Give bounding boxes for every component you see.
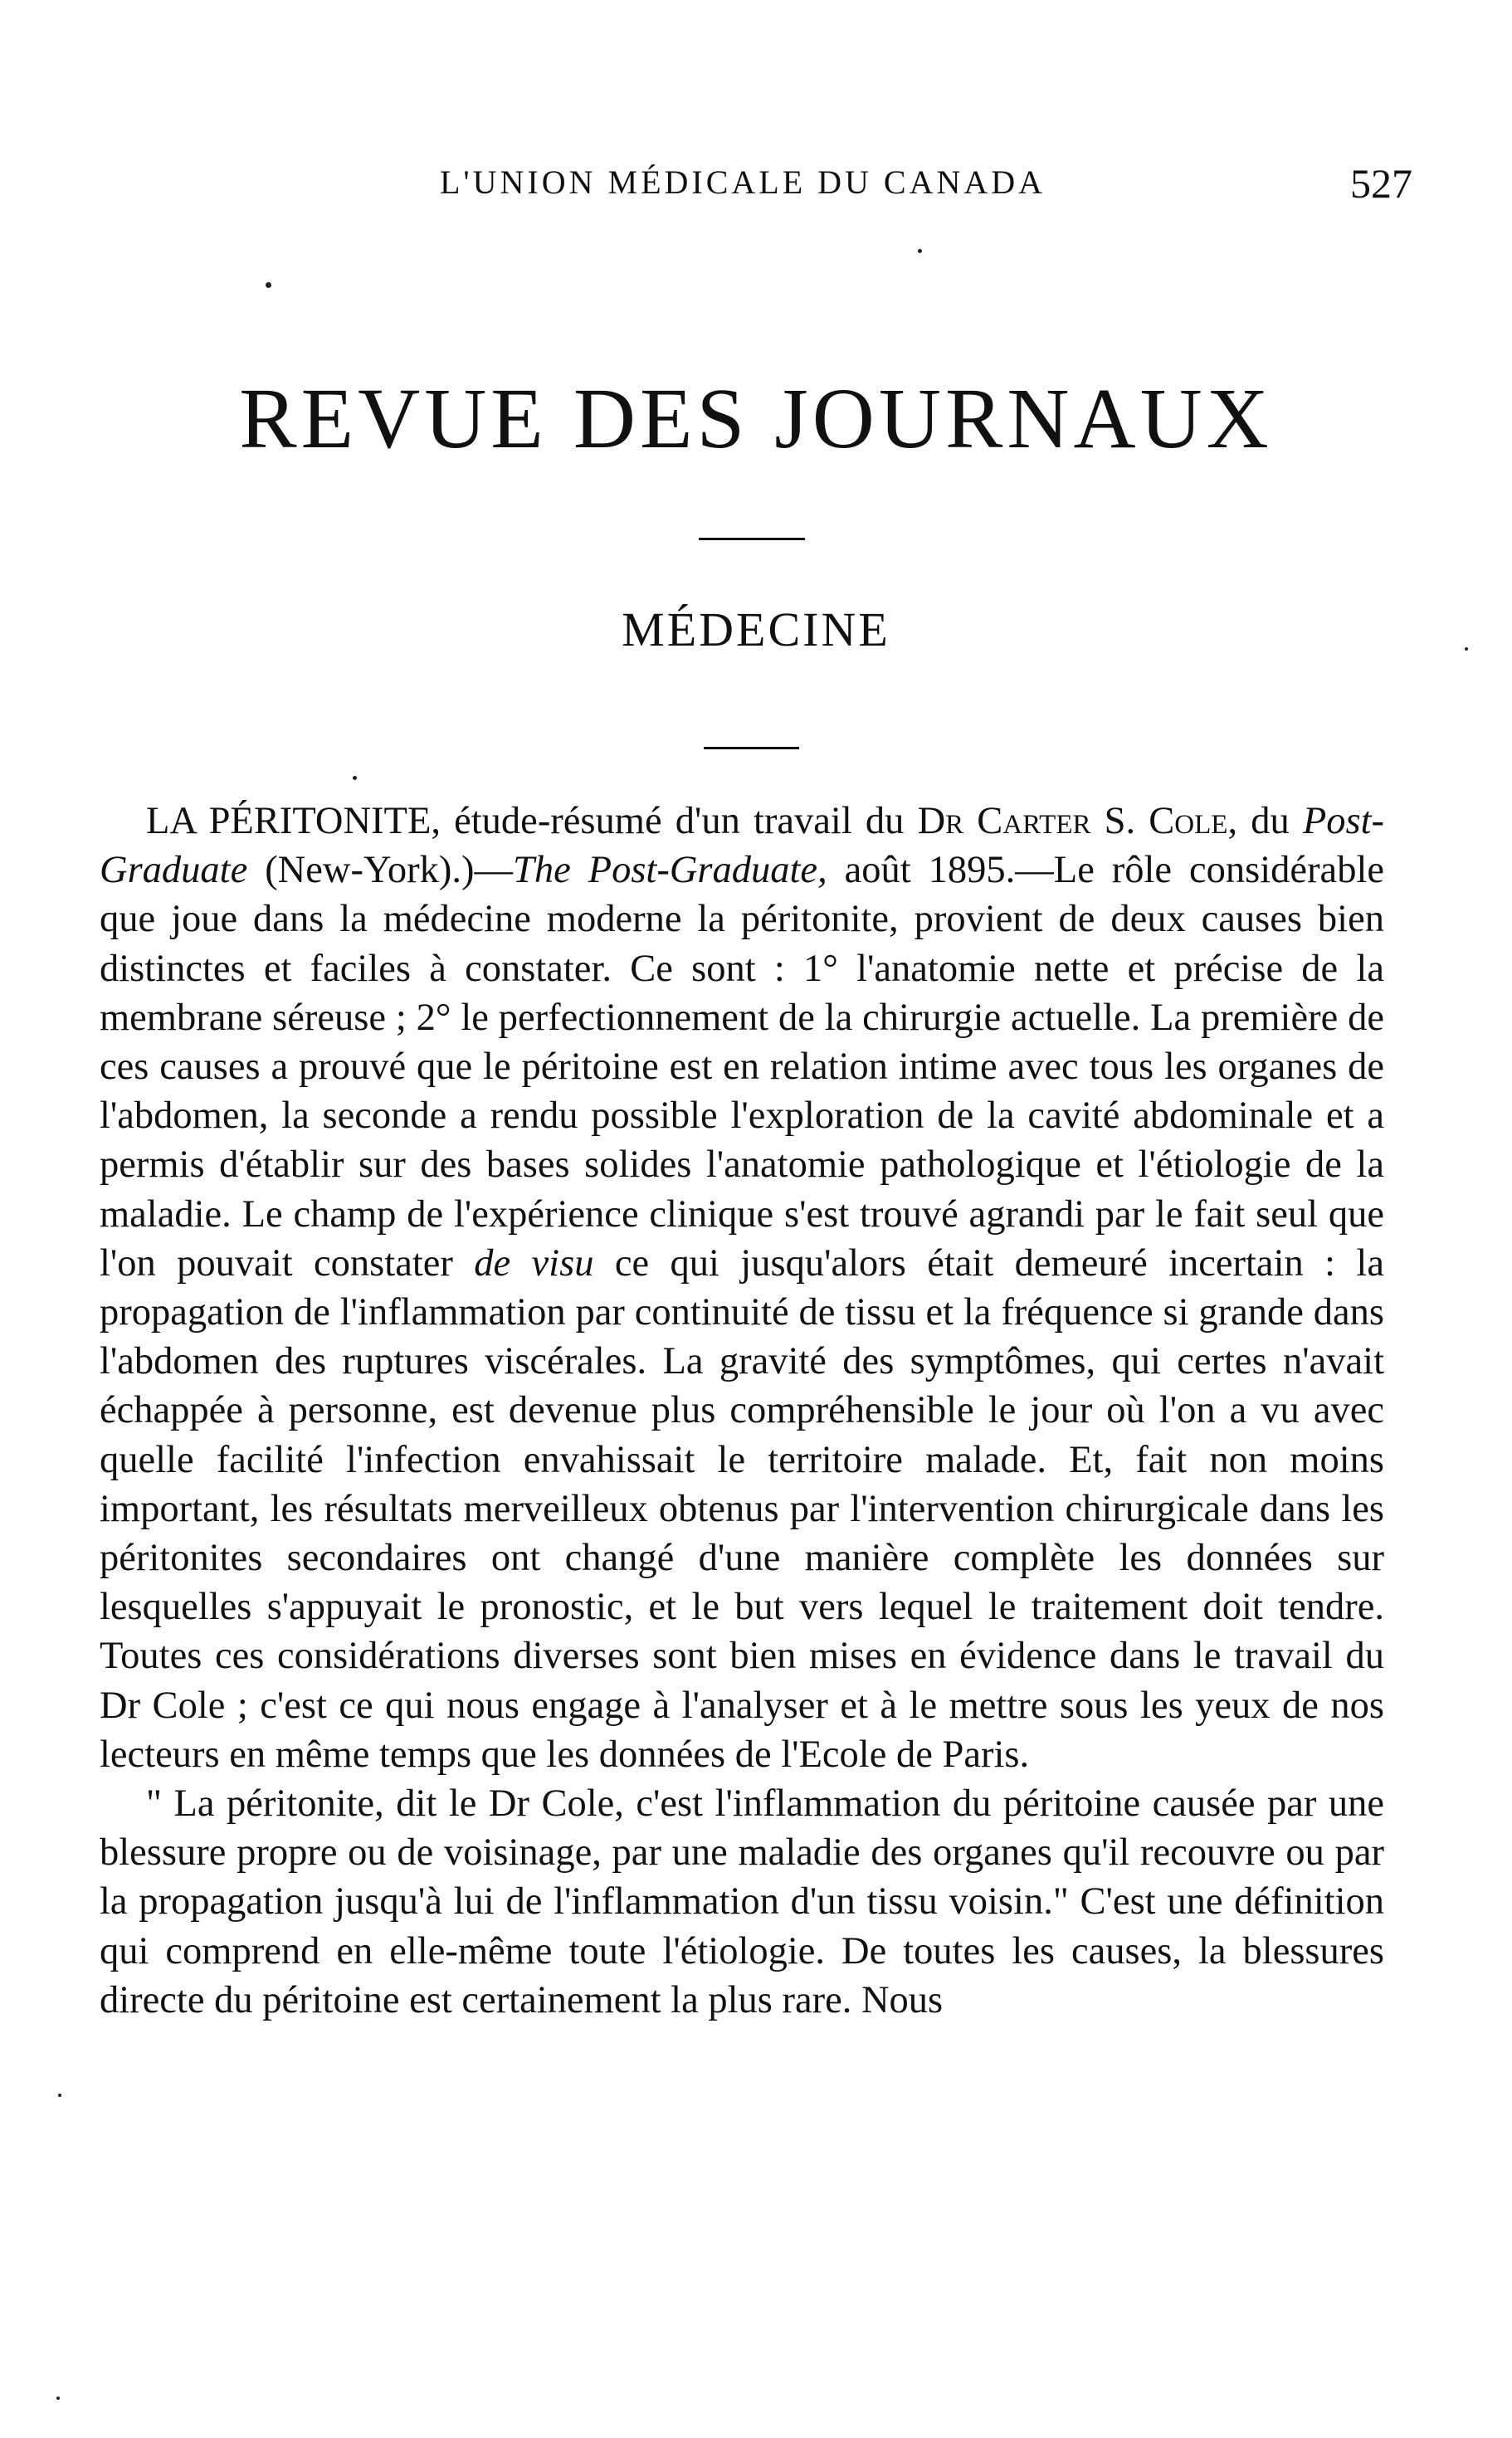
scan-speck <box>918 249 922 253</box>
paragraph-2: " La péritonite, dit le Dr Cole, c'est l'inflammation du péritoine causée par une blessure propre ou de voisinage, par une maladie des organes qu'il recouvre ou par la propagation jusqu'à lui de l'inflammation d'un tissu voisin." C'est une définition qui comprend en elle-même toute l'étiologie. De toutes les causes, la blessures directe du péritoine est certainement la plus rare. Nous <box>100 1782 1384 2021</box>
section-title: MÉDECINE <box>622 602 890 656</box>
page-number: 527 <box>1350 160 1412 207</box>
running-title: L'UNION MÉDICALE DU CANADA <box>440 163 1046 201</box>
scan-speck <box>58 2094 61 2097</box>
latin-phrase: de visu <box>474 1241 594 1285</box>
paragraph-1-end: ce qui jusqu'alors était demeuré incertain : la propagation de l'inflammation par continuité de tissu et la fréquence si grande dans l'abdomen des ruptures viscérales. La gravité des symptômes, qui certes n'avait échappée à personne, est devenue plus compréhensible le jour où l'on a vu avec quelle facilité l'infection envahissait le territoire malade. Et, fait non moins important, les résultats merveilleux obtenus par l'intervention chirurgicale dans les péritonites secondaires ont changé d'une manière complète les données sur lesquelles s'appuyait le pronostic, et le but vers lequel le traitement doit tendre. Toutes ces considérations diverses sont bien mises en évidence dans le travail du Dr Cole ; c'est ce qui nous engage à l'analyser et à le mettre sous les yeux de nos lecteurs en même temps que les données de l'Ecole de Paris. <box>100 1241 1384 1776</box>
paragraph-1 <box>100 797 1384 1779</box>
article-intro: étude-résumé d'un travail du <box>440 800 918 842</box>
source-location: (New-York).)— <box>247 849 513 892</box>
after-author: , du <box>1227 800 1303 842</box>
source-journal: Post-Graduate <box>100 800 1385 892</box>
article-body <box>100 797 1384 2025</box>
article-heading: LA PÉRITONITE, <box>146 800 441 842</box>
paragraph-1-text: août 1895.—Le rôle considérable que joue dans la médecine moderne la péritonite, provient de deux causes bien distinctes et faciles à constater. Ce sont : 1° l'anatomie nette et précise de la membrane séreuse ; 2° le perfectionnement de la chirurgie actuelle. La première de ces causes a prouvé que le péritoine est en relation intime avec tous les organes de l'abdomen, la seconde a rendu possible l'exploration de la cavité abdominale et a permis d'établir sur des bases solides l'anatomie pathologique et l'étiologie de la maladie. Le champ de l'expérience clinique s'est trouvé agrandi par le fait seul que l'on pouvait constater <box>100 849 1384 1285</box>
scan-speck <box>266 282 271 288</box>
scan-speck <box>56 2397 60 2400</box>
scan-speck <box>1465 647 1468 651</box>
running-head <box>100 160 1412 212</box>
author-name: Dr Carter S. Cole <box>917 800 1228 842</box>
section-divider <box>704 747 799 749</box>
scan-speck <box>353 776 357 780</box>
page-title: REVUE DES JOURNAUX <box>239 371 1273 466</box>
citation-journal: The Post-Graduate, <box>512 849 827 892</box>
title-divider <box>699 538 805 540</box>
